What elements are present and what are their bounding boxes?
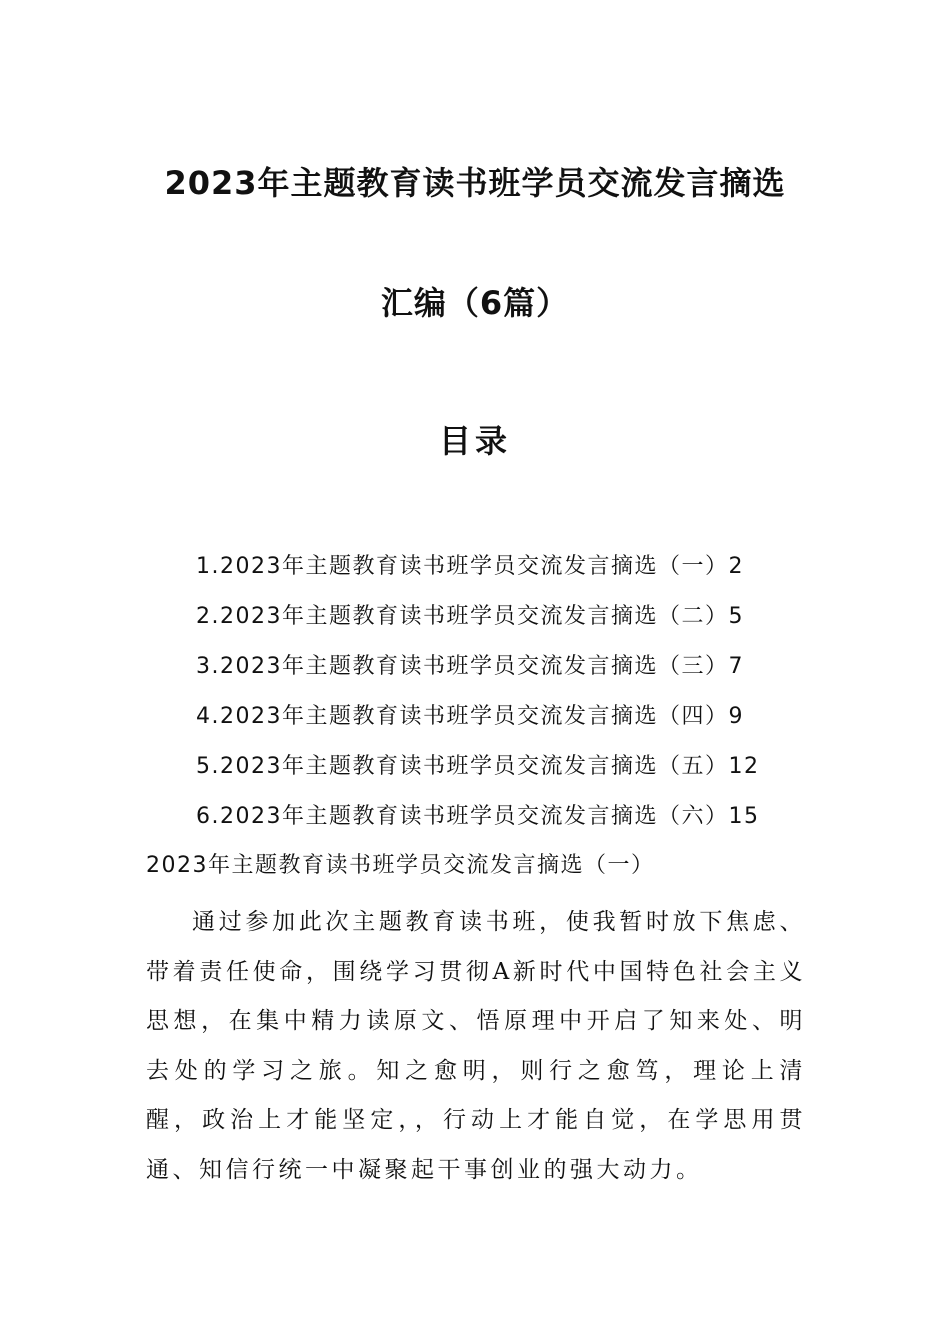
document-title-line-2: 汇编（6篇）	[380, 284, 570, 322]
document-title-line-1: 2023年主题教育读书班学员交流发言摘选	[164, 164, 786, 202]
toc-entry-6[interactable]: 6.2023年主题教育读书班学员交流发言摘选（六）15	[196, 804, 760, 829]
toc-heading: 目录	[438, 422, 511, 460]
toc-entry-4[interactable]: 4.2023年主题教育读书班学员交流发言摘选（四）9	[196, 704, 744, 729]
toc-entry-3[interactable]: 3.2023年主题教育读书班学员交流发言摘选（三）7	[196, 654, 744, 679]
toc-entry-1[interactable]: 1.2023年主题教育读书班学员交流发言摘选（一）2	[196, 554, 744, 579]
section-title: 2023年主题教育读书班学员交流发言摘选（一）	[146, 853, 655, 878]
toc-entry-2[interactable]: 2.2023年主题教育读书班学员交流发言摘选（二）5	[196, 604, 744, 629]
body-paragraph: 通过参加此次主题教育读书班，使我暂时放下焦虑、带着责任使命，围绕学习贯彻A新时代中国特色社会主义思想，在集中精力读原文、悟原理中开启了知来处、明去处的学习之旅。知之愈明，则行之愈笃，理论上清醒，政治上才能坚定，，行动上才能自觉，在学思用贯通、知信行统一中凝聚起干事创业的强大动力。	[146, 909, 806, 1183]
toc-entry-5[interactable]: 5.2023年主题教育读书班学员交流发言摘选（五）12	[196, 754, 760, 779]
table-of-contents	[196, 548, 836, 848]
